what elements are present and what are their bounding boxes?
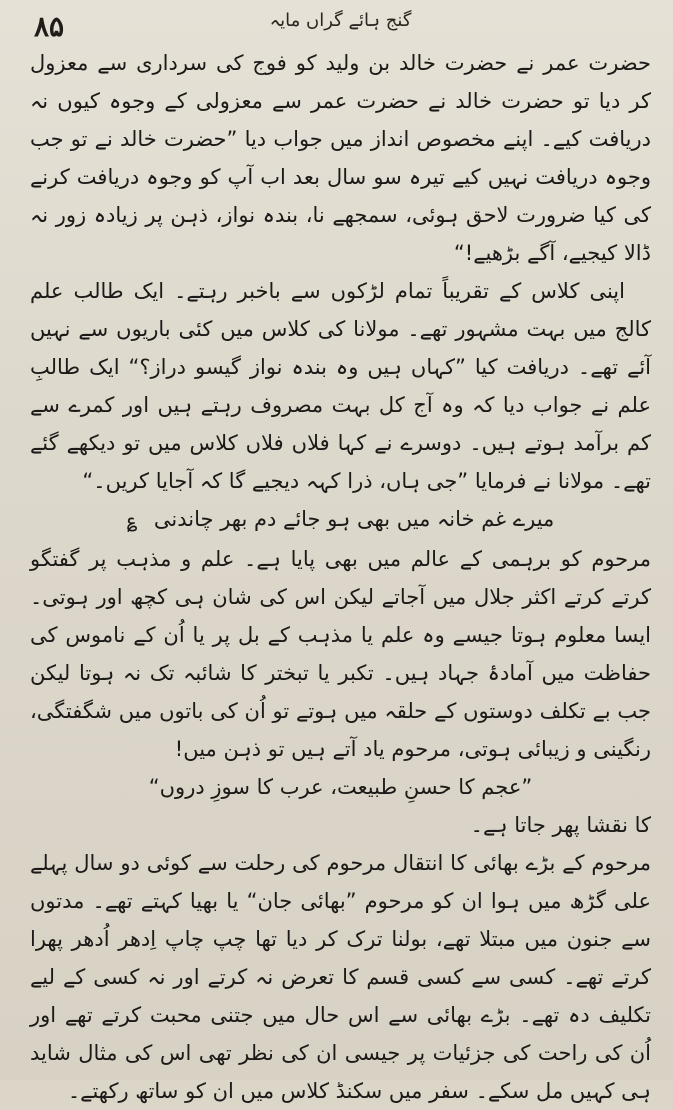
- verse-mark: ؏: [126, 510, 138, 531]
- verse-2-line: ”عجم کا حسنِ طبیعت، عرب کا سوزِ دروں“: [148, 775, 533, 799]
- paragraph-2: اپنی کلاس کے تقریباً تمام لڑکوں سے باخبر رہتے۔ ایک طالب علم کالج میں بہت مشہور تھے۔ مولانا کی کلاس میں کئی باریوں سے نہیں آئے تھے۔ دریافت کیا ”کہاں ہیں وہ بندہ نواز گیسو دراز؟“ ایک طالبِ علم نے جواب دیا کہ وہ آج کل بہت مصروف رہتے ہیں اور کمرے سے کم برآمد ہوتے ہیں۔ دوسرے نے کہا فلاں فلاں کلاس میں تو دیکھے گئے تھے۔ مولانا نے فرمایا ”جی ہاں، ذرا کہہ دیجیے گا کہ آجایا کریں۔“: [30, 279, 651, 493]
- paragraph-3: مرحوم کو برہمی کے عالم میں بھی پایا ہے۔ علم و مذہب پر گفتگو کرتے کرتے اکثر جلال میں آجاتے لیکن اس کی شان ہی کچھ اور ہوتی۔ ایسا معلوم ہوتا جیسے وہ علم یا مذہب کے بل پر یا اُن کے ناموس کی حفاظت میں آمادۂ جہاد ہیں۔ تکبر یا تبختر کا شائبہ تک نہ ہوتا لیکن جب بے تکلف دوستوں کے حلقہ میں ہوتے تو اُن کی باتوں میں شگفتگی، رنگینی و زیبائی ہوتی، مرحوم یاد آتے ہیں تو ذہن میں!: [30, 547, 651, 761]
- page-number: ۸۵: [34, 10, 65, 43]
- page-body: [30, 44, 651, 1110]
- paragraph-1: حضرت عمر نے حضرت خالد بن ولید کو فوج کی سرداری سے معزول کر دیا تو حضرت خالد نے حضرت عمر سے معزولی کے وجوہ کیوں نہ دریافت کیے۔ اپنے مخصوص انداز میں جواب دیا ”حضرت خالد نے تو جب وجوہ دریافت نہیں کیے تیرہ سو سال بعد اب آپ کو وجوہ دریافت کرنے کی کیا ضرورت لاحق ہوئی، سمجھے نا، بندہ نواز، ذہن پر زیادہ زور نہ ڈالا کیجیے، آگے بڑھیے!“: [30, 51, 651, 265]
- verse-1: [30, 500, 651, 540]
- page-header: [30, 0, 651, 44]
- verse-1-line: میرے غم خانہ میں بھی ہو جائے دم بھر چاندنی: [153, 507, 555, 531]
- running-title: گنج ہائے گراں مایہ: [269, 10, 412, 31]
- paragraph-5: مرحوم کے بڑے بھائی کا انتقال مرحوم کی رحلت سے کوئی دو سال پہلے علی گڑھ میں ہوا ان کو مرحوم ”بھائی جان“ یا بھیا کہتے تھے۔ مدتوں سے جنون میں مبتلا تھے، بولنا ترک کر دیا تھا چپ چاپ اِدھر اُدھر پھرا کرتے تھے۔ کسی سے کسی قسم کا تعرض نہ کرتے اور نہ کسی کے لیے تکلیف دہ تھے۔ بڑے بھائی سے اس حال میں جتنی محبت کرتے تھے اور اُن کی راحت کی جزئیات پر جیسی ان کی نظر تھی اس کی مثال شاید ہی کہیں مل سکے۔ سفر میں سکنڈ کلاس میں ان کو ساتھ رکھتے۔: [30, 851, 651, 1103]
- verse-2: [30, 768, 651, 806]
- paragraph-4: کا نقشا پھر جاتا ہے۔: [470, 813, 651, 837]
